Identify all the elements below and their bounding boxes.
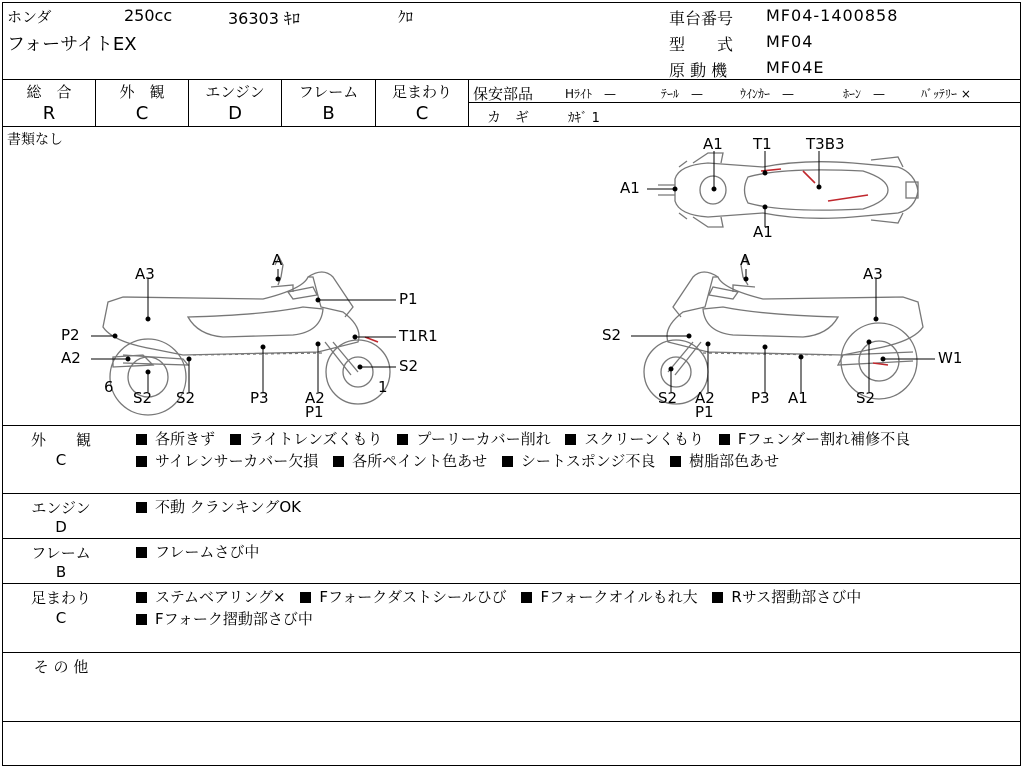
square-bullet-icon xyxy=(397,434,408,445)
defect-item: スクリーンくもり xyxy=(565,430,704,448)
type-label: 型 式 xyxy=(669,35,734,54)
grade-total-value: R xyxy=(42,103,56,124)
chassis-value: MF04-1400858 xyxy=(766,6,899,25)
inspection-sheet xyxy=(2,2,1021,766)
section-engine-grade: D xyxy=(55,518,67,536)
divider xyxy=(468,79,469,126)
maker: ホンダ xyxy=(7,8,52,26)
square-bullet-icon xyxy=(719,434,730,445)
divider xyxy=(3,79,1020,80)
defect-item: 不動 クランキングOK xyxy=(136,498,301,516)
section-suspension-grade: C xyxy=(55,609,67,627)
defect-item: Rサス摺動部さび中 xyxy=(712,588,861,606)
section-exterior-defects xyxy=(136,428,1016,472)
section-engine-defects xyxy=(136,496,1016,518)
engine-label: 原 動 機 xyxy=(669,61,728,80)
key-label: カ ギ xyxy=(487,110,529,126)
diagram-label: S2 xyxy=(602,326,622,344)
defect-item: 各所ペイント色あせ xyxy=(333,452,487,470)
diagram-label: A2 xyxy=(695,389,715,407)
diagram-label: P3 xyxy=(751,389,770,407)
grade-exterior-label: 外 観 xyxy=(119,83,165,101)
square-bullet-icon xyxy=(565,434,576,445)
diagram-label: P1 xyxy=(305,403,324,421)
part-taillight: ﾃｰﾙ — xyxy=(661,87,704,101)
defect-item: ステムベアリング× xyxy=(136,588,286,606)
square-bullet-icon xyxy=(136,502,147,513)
diagram-label: S2 xyxy=(133,389,153,407)
divider xyxy=(468,102,1020,103)
square-bullet-icon xyxy=(670,456,681,467)
divider xyxy=(3,721,1020,722)
damage-mark xyxy=(761,169,781,171)
diagram-label: A2 xyxy=(305,389,325,407)
part-winker: ｳｲﾝｶｰ — xyxy=(740,87,795,101)
grade-engine-label: エンジン xyxy=(205,83,265,101)
square-bullet-icon xyxy=(333,456,344,467)
diagram-label: T3B3 xyxy=(806,135,845,153)
divider xyxy=(3,652,1020,653)
model-name: フォーサイトEX xyxy=(7,34,137,55)
square-bullet-icon xyxy=(230,434,241,445)
diagram-label: A xyxy=(740,251,751,269)
divider xyxy=(3,425,1020,426)
defect-item: フレームさび中 xyxy=(136,543,259,561)
section-suspension-defects xyxy=(136,586,1016,630)
scooter-top-view xyxy=(658,153,918,227)
defect-item: Fフォーク摺動部さび中 xyxy=(136,610,313,628)
section-exterior-label: 外 観 xyxy=(30,431,91,449)
section-other-label: そ の 他 xyxy=(33,658,89,676)
square-bullet-icon xyxy=(136,547,147,558)
defect-item: Fフェンダー割れ補修不良 xyxy=(719,430,910,448)
square-bullet-icon xyxy=(521,592,532,603)
section-frame-defects xyxy=(136,541,1016,563)
grade-engine-value: D xyxy=(228,103,242,124)
section-frame-grade: B xyxy=(55,563,67,581)
damage-mark xyxy=(803,171,815,183)
diagram-label: A1 xyxy=(703,135,723,153)
diagram-label: 6 xyxy=(104,378,114,396)
divider xyxy=(3,583,1020,584)
diagram-label: P1 xyxy=(695,403,714,421)
grade-frame-value: B xyxy=(322,103,335,124)
diagram-label: A1 xyxy=(753,223,773,241)
defect-item: シートスポンジ不良 xyxy=(502,452,655,470)
diagram-label: A1 xyxy=(788,389,808,407)
key-value: ｶｷﾞ 1 xyxy=(568,111,600,126)
square-bullet-icon xyxy=(136,614,147,625)
diagram-label: S2 xyxy=(856,389,876,407)
square-bullet-icon xyxy=(136,592,147,603)
displacement: 250cc xyxy=(124,6,173,25)
diagram-label: P2 xyxy=(61,326,80,344)
square-bullet-icon xyxy=(136,456,147,467)
square-bullet-icon xyxy=(300,592,311,603)
diagram-label: P3 xyxy=(250,389,269,407)
section-frame-label: フレーム xyxy=(31,544,91,562)
divider xyxy=(3,538,1020,539)
chassis-label: 車台番号 xyxy=(669,9,734,28)
color: ｸﾛ xyxy=(398,8,414,26)
diagram-label: S2 xyxy=(176,389,196,407)
defect-item: ライトレンズくもり xyxy=(230,430,383,448)
documents-note: 書類なし xyxy=(7,132,63,148)
diagram-label: T1R1 xyxy=(399,327,438,345)
grade-exterior-value: C xyxy=(135,103,149,124)
square-bullet-icon xyxy=(712,592,723,603)
diagram-label: P1 xyxy=(399,290,418,308)
damage-mark xyxy=(828,195,868,201)
grade-suspension-value: C xyxy=(415,103,429,124)
grade-total-label: 総 合 xyxy=(26,83,72,101)
engine-value: MF04E xyxy=(766,58,825,77)
diagram-label: A1 xyxy=(620,179,640,197)
type-value: MF04 xyxy=(766,32,814,51)
defect-item: Fフォークオイルもれ大 xyxy=(521,588,697,606)
mileage: 36303 ｷﾛ xyxy=(228,9,300,28)
diagram-label: A2 xyxy=(61,349,81,367)
defect-item: サイレンサーカバー欠損 xyxy=(136,452,318,470)
part-horn: ﾎｰﾝ — xyxy=(843,87,886,101)
square-bullet-icon xyxy=(136,434,147,445)
defect-item: 各所きず xyxy=(136,430,215,448)
section-exterior-grade: C xyxy=(55,451,67,469)
part-headlight: Hﾗｲﾄ — xyxy=(565,87,617,101)
diagram-label: S2 xyxy=(399,357,419,375)
part-battery: ﾊﾞｯﾃﾘｰ × xyxy=(921,87,971,101)
grade-suspension-label: 足まわり xyxy=(391,83,452,101)
grade-frame-label: フレーム xyxy=(298,83,359,101)
section-suspension-label: 足まわり xyxy=(30,589,91,607)
square-bullet-icon xyxy=(502,456,513,467)
diagram-label: A3 xyxy=(135,265,155,283)
diagram-label: W1 xyxy=(938,349,963,367)
defect-item: Fフォークダストシールひび xyxy=(300,588,506,606)
defect-item: プーリーカバー削れ xyxy=(397,430,550,448)
diagram-label: A xyxy=(272,251,283,269)
parts-label: 保安部品 xyxy=(473,85,534,103)
diagram-label: S2 xyxy=(658,389,678,407)
diagram-label: T1 xyxy=(753,135,772,153)
divider xyxy=(3,493,1020,494)
diagram-label: 1 xyxy=(378,378,388,396)
diagram-label: A3 xyxy=(863,265,883,283)
defect-item: 樹脂部色あせ xyxy=(670,452,779,470)
damage-mark xyxy=(873,363,888,365)
section-engine-label: エンジン xyxy=(31,499,91,517)
